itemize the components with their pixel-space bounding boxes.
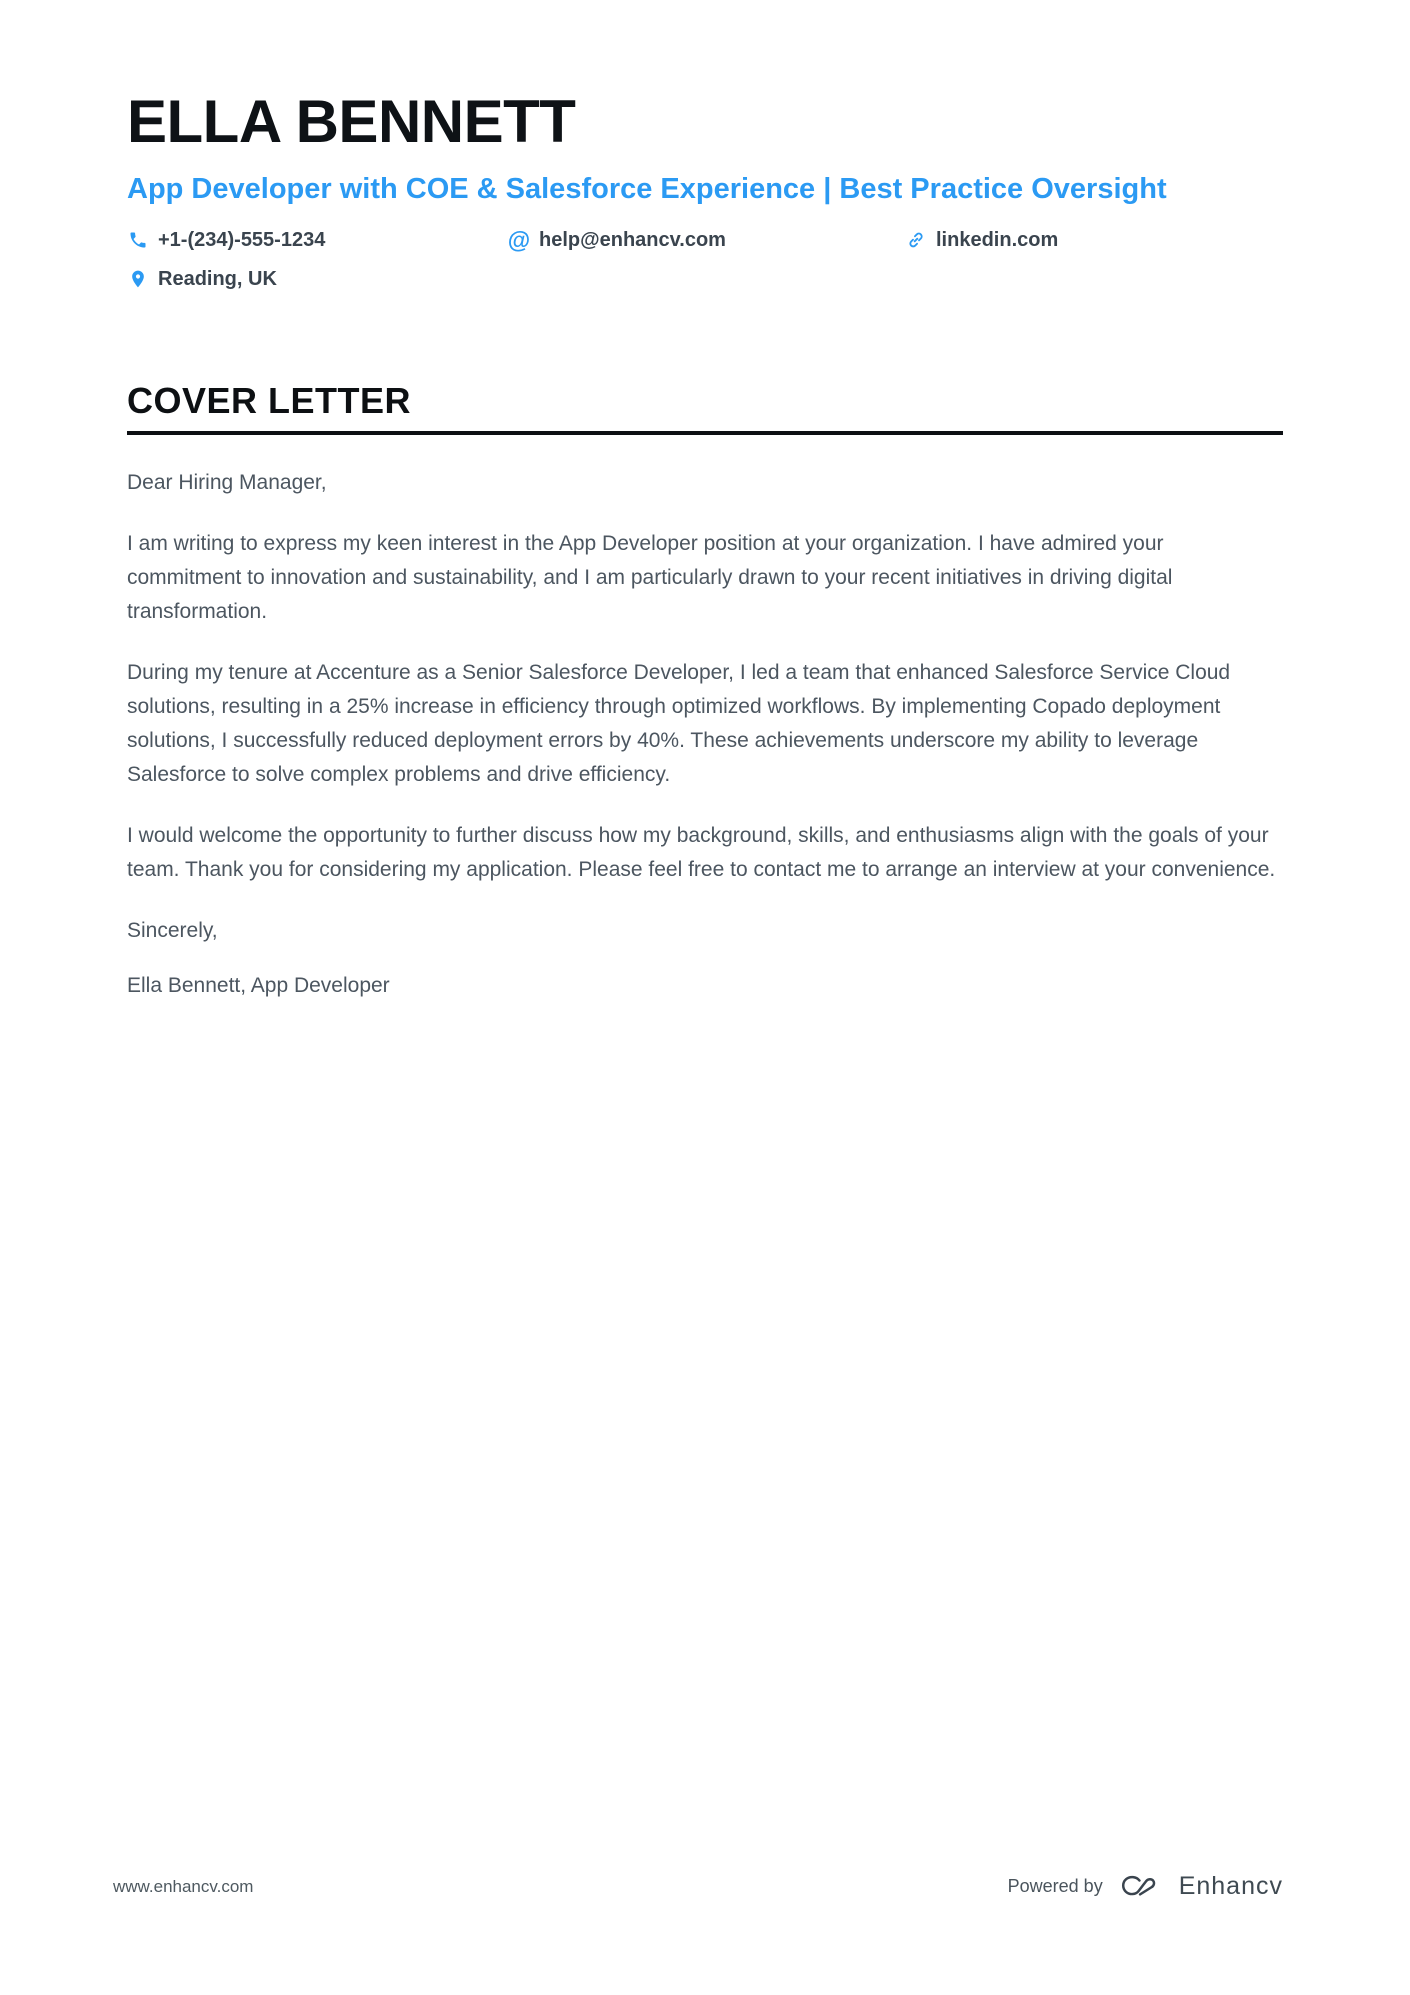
link-icon bbox=[905, 229, 927, 251]
person-name: ELLA BENNETT bbox=[127, 88, 576, 155]
footer-site-link[interactable]: www.enhancv.com bbox=[113, 1876, 254, 1896]
cover-letter-section bbox=[127, 381, 1283, 1003]
contact-info bbox=[127, 228, 1283, 291]
letter-closing: Sincerely, bbox=[127, 918, 218, 942]
contact-location bbox=[127, 267, 508, 291]
enhancv-logo-icon bbox=[1117, 1872, 1165, 1901]
header bbox=[127, 86, 1283, 291]
section-title: COVER LETTER bbox=[127, 381, 1283, 435]
enhancv-wordmark: Enhancv bbox=[1178, 1872, 1283, 1900]
at-icon bbox=[507, 226, 531, 253]
letter-signature: Ella Bennett, App Developer bbox=[127, 973, 390, 997]
contact-linkedin-text: linkedin.com bbox=[936, 229, 1059, 252]
letter-body bbox=[127, 466, 1283, 1003]
page-footer bbox=[113, 1872, 1283, 1901]
contact-linkedin[interactable] bbox=[905, 228, 1283, 252]
salutation: Dear Hiring Manager, bbox=[127, 470, 327, 494]
at-glyph: @ bbox=[507, 226, 531, 253]
contact-email-text: help@enhancv.com bbox=[539, 229, 726, 252]
contact-location-text: Reading, UK bbox=[158, 268, 277, 291]
location-pin-icon bbox=[127, 268, 149, 290]
letter-paragraph-1: I am writing to express my keen interest in the App Developer position at your organization. I have admired your commitment to innovation and sustainability, and I am particularly drawn to your recent initiatives in driving digital transformation. bbox=[127, 531, 1173, 623]
powered-by bbox=[1008, 1872, 1283, 1901]
powered-by-label: Powered by bbox=[1007, 1876, 1103, 1896]
letter-paragraph-2: During my tenure at Accenture as a Senior Salesforce Developer, I led a team that enhanced Salesforce Service Cloud solutions, resulting in a 25% increase in efficiency through optimized workflows. By implementing Copado deployment solutions, I successfully reduced deployment errors by 40%. These achievements underscore my ability to leverage Salesforce to solve complex problems and drive efficiency. bbox=[127, 660, 1231, 786]
letter-paragraph-3: I would welcome the opportunity to further discuss how my background, skills, and enthusiasms align with the goals of your team. Thank you for considering my application. Please feel free to contact me to arrange an interview at your convenience. bbox=[127, 823, 1276, 881]
phone-icon bbox=[127, 229, 149, 251]
contact-email[interactable] bbox=[508, 228, 905, 252]
person-title: App Developer with COE & Salesforce Experience | Best Practice Oversight bbox=[127, 173, 1167, 205]
contact-phone-text: +1-(234)-555-1234 bbox=[158, 229, 326, 252]
contact-phone[interactable] bbox=[127, 228, 508, 252]
